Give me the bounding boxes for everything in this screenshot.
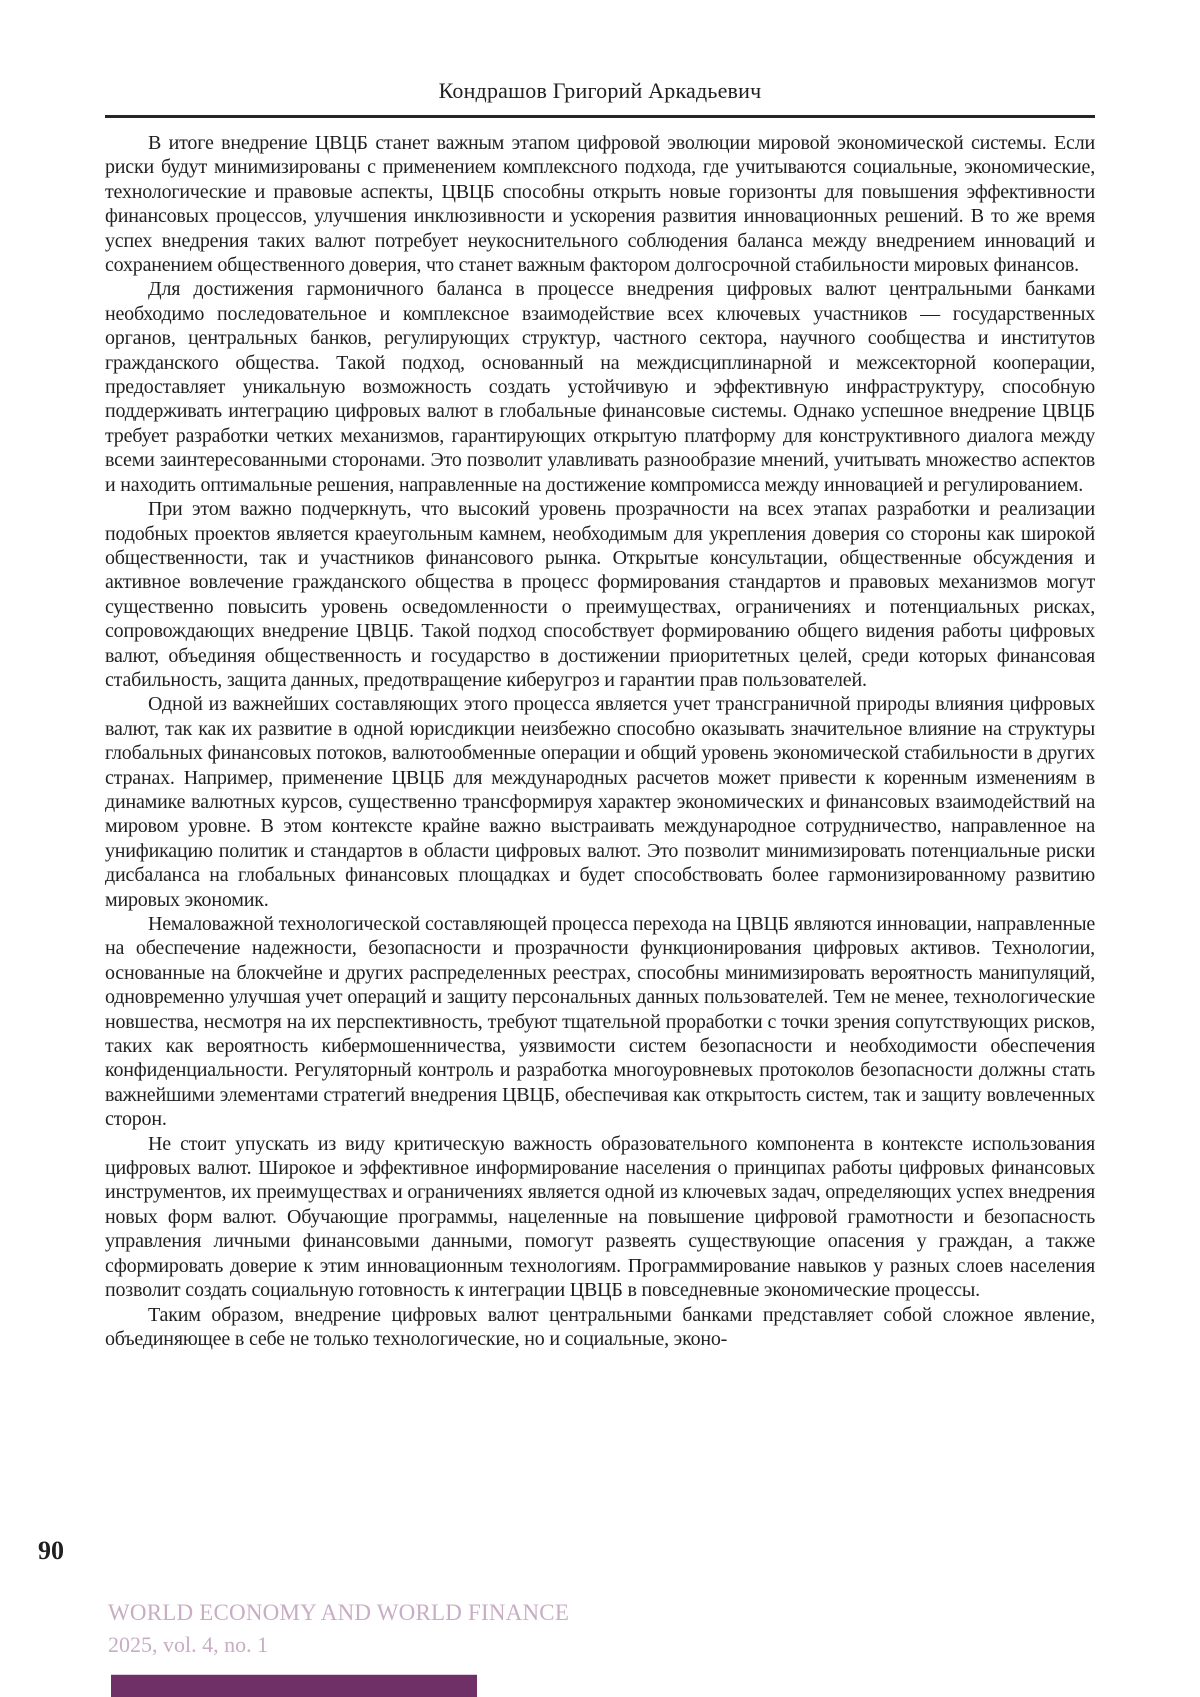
footer-issue-info: 2025, vol. 4, no. 1 [108, 1632, 269, 1657]
paragraph: Для достижения гармоничного баланса в процессе внедрения цифровых валют центральными банками необходимо последовательное и комплексное взаимодействие всех ключевых участников — государственных органов, центральных банков, регулирующих структур, частного сектора, научного сообщества и институтов гражданского общества. Такой подход, основанный на междисциплинарной и межсекторной кооперации, предоставляет уникальную возможность создать устойчивую и эффективную инфраструктуру, способную поддерживать интеграцию цифровых валют в глобальные финансовые системы. Однако успешное внедрение ЦВЦБ требует разработки четких механизмов, гарантирующих открытую платформу для конструктивного диалога между всеми заинтересованными сторонами. Это позволит улавливать разнообразие мнений, учитывать множество аспектов и находить оптимальные решения, направленные на достижение компромисса между инновацией и регулированием. [105, 278, 1095, 496]
paragraph: Не стоит упускать из виду критическую важность образовательного компонента в контексте использования цифровых валют. Широкое и эффективное информирование населения о принципах работы цифровых финансовых инструментов, их преимуществах и ограничениях является одной из ключевых задач, определяющих успех внедрения новых форм валют. Обучающие программы, нацеленные на повышение цифровой грамотности и безопасность управления личными финансовыми данными, помогут развеять существующие опасения у граждан, а также сформировать доверие к этим инновационным технологиям. Программирование навыков у разных слоев населения позволит создать социальную готовность к интеграции ЦВЦБ в повседневные экономические процессы. [105, 1132, 1095, 1302]
article-body [105, 131, 1095, 1601]
paragraph: Немаловажной технологической составляющей процесса перехода на ЦВЦБ являются инновации, направленные на обеспечение надежности, безопасности и прозрачности функционирования цифровых активов. Технологии, основанные на блокчейне и других распределенных реестрах, способны минимизировать вероятность манипуляций, одновременно улучшая учет операций и защиту персональных данных пользователей. Тем не менее, технологические новшества, несмотря на их перспективность, требуют тщательной проработки с точки зрения сопутствующих рисков, таких как вероятность кибермошенничества, уязвимости систем безопасности и необходимости обеспечения конфиденциальности. Регуляторный контроль и разработка многоуровневых протоколов безопасности должны стать важнейшими элементами стратегий внедрения ЦВЦБ, обеспечивая как открытость систем, так и защиту вовлеченных сторон. [105, 913, 1095, 1131]
paragraph: В итоге внедрение ЦВЦБ станет важным этапом цифровой эволюции мировой экономической системы. Если риски будут минимизированы с применением комплексного подхода, где учитываются социальные, экономические, технологические и правовые аспекты, ЦВЦБ способны открыть новые горизонты для повышения эффективности финансовых процессов, улучшения инклюзивности и ускорения развития инновационных решений. В то же время успех внедрения таких валют потребует неукоснительного соблюдения баланса между внедрением инноваций и сохранением общественного доверия, что станет важным фактором долгосрочной стабильности мировых финансов. [105, 132, 1095, 277]
footer-decorative-bar [111, 1674, 477, 1697]
footer-journal-title: WORLD ECONOMY AND WORLD FINANCE [108, 1600, 570, 1625]
page-number: 90 [38, 1536, 64, 1565]
header-rule [105, 115, 1095, 118]
paragraph: Таким образом, внедрение цифровых валют центральными банками представляет собой сложное явление, объединяющее в себе не только технологические, но и социальные, эконо- [105, 1303, 1095, 1350]
paragraph: Одной из важнейших составляющих этого процесса является учет трансграничной природы влияния цифровых валют, так как их развитие в одной юрисдикции неизбежно способно оказывать значительное влияние на структуры глобальных финансовых потоков, валютообменные операции и общий уровень экономической стабильности в других странах. Например, применение ЦВЦБ для международных расчетов может привести к коренным изменениям в динамике валютных курсов, существенно трансформируя характер экономических и финансовых взаимодействий на мировом уровне. В этом контексте крайне важно выстраивать международное сотрудничество, направленное на унификацию политик и стандартов в области цифровых валют. Это позволит минимизировать потенциальные риски дисбаланса на глобальных финансовых площадках и будет способствовать более гармонизированному развитию мировых экономик. [105, 693, 1095, 911]
running-head-author: Кондрашов Григорий Аркадьевич [438, 78, 762, 103]
paragraph: При этом важно подчеркнуть, что высокий уровень прозрачности на всех этапах разработки и реализации подобных проектов является краеугольным камнем, необходимым для укрепления доверия со стороны как широкой общественности, так и участников финансового рынка. Открытые консультации, общественные обсуждения и активное вовлечение гражданского общества в процесс формирования стандартов и правовых механизмов могут существенно повысить уровень осведомленности о преимуществах, ограничениях и потенциальных рисках, сопровождающих внедрение ЦВЦБ. Такой подход способствует формированию общего видения работы цифровых валют, объединяя общественность и государство в достижении приоритетных целей, среди которых финансовая стабильность, защита данных, предотвращение киберугроз и гарантии прав пользователей. [105, 498, 1095, 691]
